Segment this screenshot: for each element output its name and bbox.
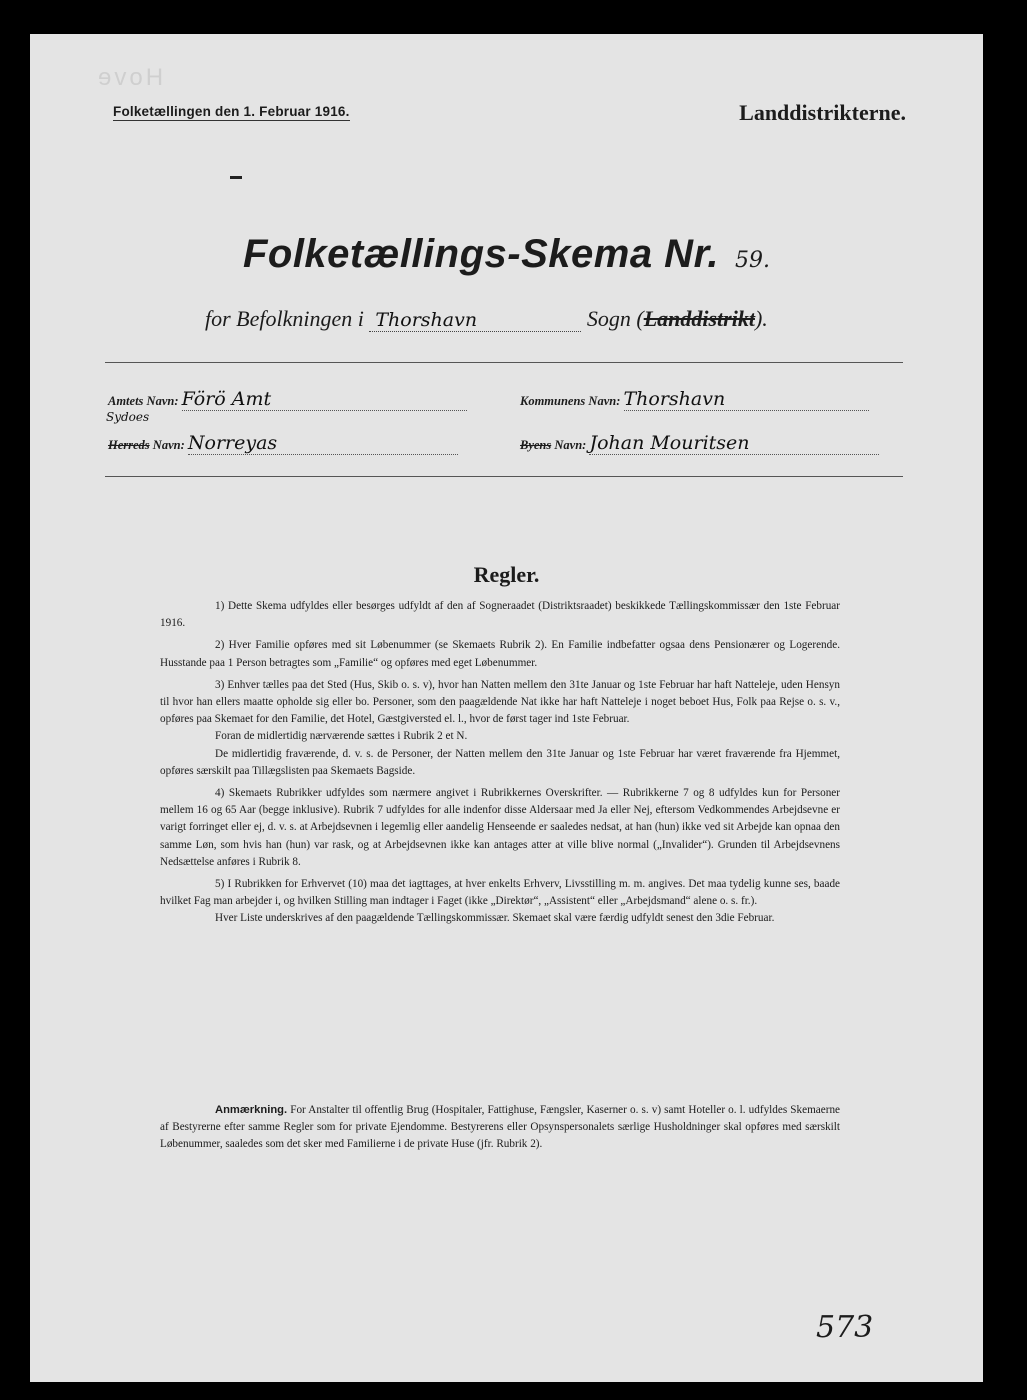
rules-heading: Regler. [473, 562, 540, 587]
rules-text [160, 598, 840, 933]
herred-label: Navn: [152, 438, 185, 452]
census-form-page [30, 34, 983, 1382]
herred-field [108, 432, 458, 455]
rule-3-present: Foran de midlertidig nærværende sættes i Rubrik 2 et N. [215, 730, 468, 743]
herred-value: Norreyas [188, 432, 458, 455]
rule-2: 2) Hver Familie opføres med sit Løbenummer (se Skemaets Rubrik 2). En Familie indbefatter ogsaa dens Pensionærer og Logerende. Husstande paa 1 Person betragtes som „Familie“ og opføres med eget Løbenummer. [160, 639, 840, 669]
form-number: 59. [735, 248, 771, 273]
divider-top [105, 362, 903, 363]
amt-label: Amtets Navn: [108, 394, 179, 408]
form-title: Folketællings-Skema Nr. [242, 232, 720, 276]
district-type-header: Landdistrikterne. [739, 100, 906, 125]
rule-1: 1) Dette Skema udfyldes eller besørges udfyldt af den af Sogneraadet (Distriktsraadet) beskikkede Tællingskommissær den 1ste Februar 1916. [160, 600, 840, 630]
note-paragraph [160, 1102, 840, 1154]
byens-label: Navn: [554, 438, 587, 452]
note-label: Anmærkning. [215, 1104, 288, 1116]
census-date-header: Folketællingen den 1. Februar 1916. [113, 104, 350, 119]
dash-mark [230, 176, 242, 179]
subtitle-line [205, 306, 768, 332]
kommune-field [520, 388, 869, 411]
subtitle-suffix: ). [754, 306, 768, 331]
subtitle-prefix: for Befolkningen i [205, 306, 364, 331]
parish-field: Thorshavn [369, 309, 581, 332]
amt-value: Förö Amt [182, 388, 467, 411]
note-text: For Anstalter til offentlig Brug (Hospitaler, Fattighuse, Fængsler, Kaserner o. s. v) samt Hoteller o. l. udfyldes Skemaerne af Bestyrerne efter samme Regler som for private Ejendomme. Bestyrerens eller Opsynspersonalets særlige Husholdninger skal opføres med særskilt Løbenummer, saaledes som det sker med Familierne i de private Huse (jfr. Rubrik 2). [160, 1104, 840, 1151]
form-title-line [30, 232, 983, 277]
herred-struck: Herreds [108, 438, 150, 452]
rule-3-absent: De midlertidig fraværende, d. v. s. de Personer, der Natten mellem den 31te Januar og 1ste Februar har været fraværende fra Hjemmet, opføres særskilt paa Tillægslisten paa Skemaets Bagside. [160, 747, 840, 777]
divider-bottom [105, 476, 903, 477]
byens-field [520, 432, 879, 455]
rule-signature: Hver Liste underskrives af den paagældende Tællingskommissær. Skemaet skal være færdig udfyldt senest den 3die Februar. [215, 912, 775, 925]
sogn-label: Sogn ( [586, 306, 644, 331]
landdistrikt-struck: Landdistrikt [643, 306, 755, 331]
bleed-through-text: ɘvoH [98, 64, 167, 91]
rule-3: 3) Enhver tælles paa det Sted (Hus, Skib o. s. v), hvor han Natten mellem den 31te Januar og 1ste Februar har haft Natteleje, uden Hensyn til hvor han ellers maatte opholde sig eller bo. Personer, som den paagældende Nat ikke har haft Natteleje i noget beboet Hus, Folk paa Rejse o. s. v., opføres paa Skemaet for den Familie, det Hotel, Gæstgiversted el. l., hvor de først tager ind 1ste Februar. [160, 678, 840, 726]
rule-4: 4) Skemaets Rubrikker udfyldes som nærmere angivet i Rubrikkernes Overskrifter. — Rubrikkerne 7 og 8 udfyldes kun for Personer mellem 16 og 65 Aar (begge inklusive). Rubrik 7 udfyldes for alle indenfor disse Aldersaar med Ja eller Nej, eftersom Vedkommendes Arbejdsevne er varigt forringet eller ej, d. v. s. at Arbejdsevnen i legemlig eller aandelig Henseende er saaledes nedsat, at han (hun) ikke ved sit Arbejde kan opnaa den samme Løn, som hvis han (hun) var rask, og at Arbejdsevnen ikke kan antages atter at ville blive normal („Invalider“). Grunden til Arbejdsevnens Nedsættelse anføres i Rubrik 8. [160, 787, 840, 868]
amt-field [108, 388, 467, 411]
page-number: 573 [816, 1310, 874, 1345]
rule-5: 5) I Rubrikken for Erhvervet (10) maa det iagttages, at hver enkelts Erhverv, Livsstilling m. m. angives. Det maa tydelig kunne ses, baade hvilket Fag man arbejder i, og hvilken Stilling man indtager i Faget (ikke „Direktør“, „Assistent“ eller „Arbejdsmand“ alene o. s. fr.). [160, 878, 840, 908]
kommune-value: Thorshavn [624, 388, 869, 411]
sysla-handwritten: Sydoes [106, 410, 150, 424]
byens-struck: Byens [520, 438, 552, 452]
byens-value: Johan Mouritsen [589, 432, 879, 455]
kommune-label: Kommunens Navn: [520, 394, 621, 408]
